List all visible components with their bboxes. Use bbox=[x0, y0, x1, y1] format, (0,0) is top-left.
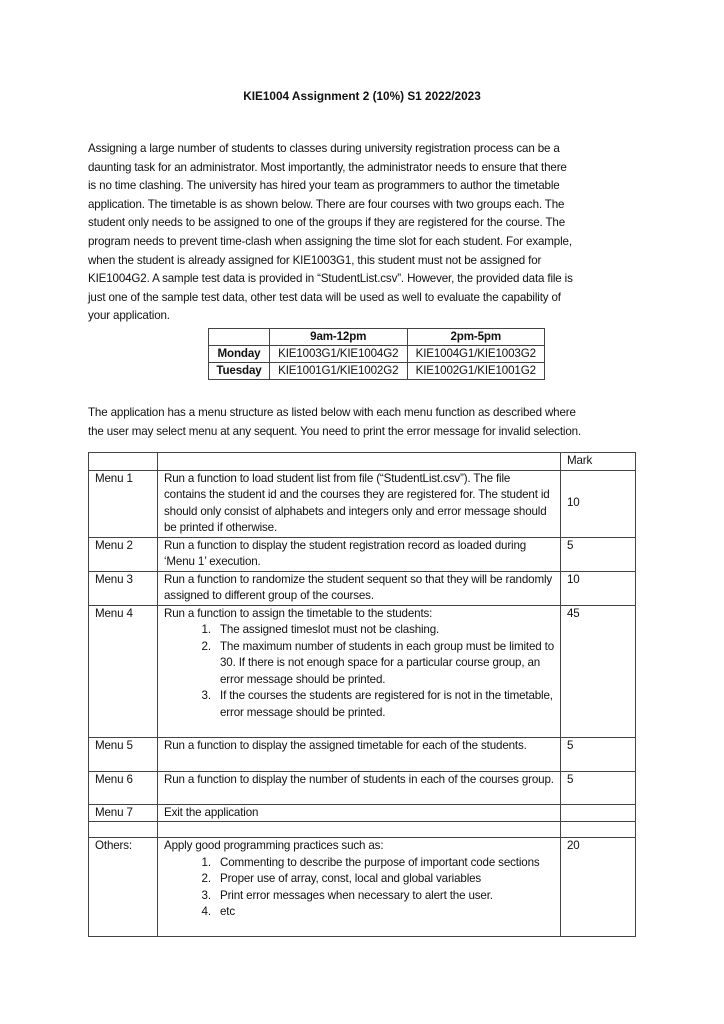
paragraph-line: when the student is already assigned for KIE1003G1, this student must not be assigned for bbox=[88, 253, 542, 267]
menu-description: Run a function to display the student registration record as loaded during ‘Menu 1’ execution. bbox=[164, 538, 527, 568]
requirement-item: 4. etc bbox=[214, 904, 554, 921]
menu-description: Run a function to randomize the student sequent so that they will be randomly assigned to different group of the courses. bbox=[164, 572, 553, 602]
menu-mark: 10 bbox=[561, 571, 636, 605]
menu-mark: 20 bbox=[561, 838, 636, 937]
menu-description: Run a function to assign the timetable to the students: bbox=[164, 606, 433, 620]
empty-row bbox=[89, 822, 636, 838]
timetable-header-corner bbox=[209, 329, 270, 346]
requirement-list bbox=[164, 855, 554, 921]
timetable-cell: KIE1002G1/KIE1001G2 bbox=[407, 363, 545, 380]
timetable-day: Monday bbox=[209, 346, 270, 363]
menu-mark: 10 bbox=[561, 470, 636, 537]
menu-table bbox=[88, 452, 636, 937]
menu-name: Menu 4 bbox=[89, 605, 158, 737]
requirement-item: 3. Print error messages when necessary to alert the user. bbox=[214, 888, 554, 905]
menu-description-cell bbox=[158, 571, 561, 605]
paragraph-line: program needs to prevent time-clash when assigning the time slot for each student. For example, bbox=[88, 234, 572, 248]
intro-paragraph bbox=[88, 140, 633, 326]
paragraph-line: KIE1004G2. A sample test data is provided in “StudentList.csv”. However, the provided data file is bbox=[88, 272, 573, 286]
menu-mark: 5 bbox=[561, 737, 636, 771]
menu-description: Apply good programming practices such as: bbox=[164, 839, 384, 852]
menu-row bbox=[89, 771, 636, 804]
empty-cell bbox=[89, 822, 158, 838]
requirement-item: 3. If the courses the students are registered for is not in the timetable, error message should be printed. bbox=[214, 688, 554, 721]
empty-cell bbox=[89, 453, 158, 471]
mark-header: Mark bbox=[561, 453, 636, 471]
requirement-item: 1. The assigned timeslot must not be clashing. bbox=[214, 622, 554, 639]
menu-row bbox=[89, 571, 636, 605]
menu-description-cell bbox=[158, 605, 561, 737]
menu-table-header-row bbox=[89, 453, 636, 471]
paragraph-line: is no time clashing. The university has hired your team as programmers to author the timetable bbox=[88, 179, 560, 193]
menu-row bbox=[89, 605, 636, 737]
menu-description-cell bbox=[158, 470, 561, 537]
menu-description-cell bbox=[158, 771, 561, 804]
paragraph-line: The application has a menu structure as listed below with each menu function as described where bbox=[88, 406, 576, 419]
requirement-item: 1. Commenting to describe the purpose of important code sections bbox=[214, 855, 554, 872]
menu-mark: 45 bbox=[561, 605, 636, 737]
document-title: KIE1004 Assignment 2 (10%) S1 2022/2023 bbox=[243, 89, 481, 103]
menu-description-cell bbox=[158, 838, 561, 937]
menu-row bbox=[89, 838, 636, 937]
timetable-header-am: 9am-12pm bbox=[270, 329, 408, 346]
requirement-item: 2. Proper use of array, const, local and global variables bbox=[214, 871, 554, 888]
menu-mark bbox=[561, 804, 636, 822]
paragraph-line: the user may select menu at any sequent. You need to print the error message for invalid selection. bbox=[88, 424, 581, 438]
paragraph-line: just one of the sample test data, other test data will be used as well to evaluate the capability of bbox=[88, 290, 561, 304]
menu-row bbox=[89, 737, 636, 771]
menu-name: Menu 2 bbox=[89, 537, 158, 571]
menu-description: Run a function to load student list from file (“StudentList.csv”). The file contains the student id and the courses they are registered for. The student id should only consist of alphabets and integers only and error message should be printed if otherwise. bbox=[164, 471, 550, 534]
timetable-row bbox=[209, 346, 545, 363]
timetable-cell: KIE1003G1/KIE1004G2 bbox=[270, 346, 408, 363]
menu-name: Menu 5 bbox=[89, 737, 158, 771]
menu-name: Menu 1 bbox=[89, 470, 158, 537]
empty-cell bbox=[158, 453, 561, 471]
requirement-list bbox=[164, 622, 554, 721]
timetable-header-pm: 2pm-5pm bbox=[407, 329, 545, 346]
paragraph-line: student only needs to be assigned to one of the groups if they are registered for the course. The bbox=[88, 216, 565, 230]
menu-description-cell bbox=[158, 737, 561, 771]
menu-mark: 5 bbox=[561, 537, 636, 571]
timetable-day: Tuesday bbox=[209, 363, 270, 380]
menu-description: Run a function to display the assigned timetable for each of the students. bbox=[164, 738, 527, 752]
empty-cell bbox=[158, 822, 561, 838]
timetable bbox=[208, 328, 545, 380]
menu-intro-paragraph bbox=[88, 404, 633, 441]
menu-description: Exit the application bbox=[164, 805, 259, 819]
menu-row bbox=[89, 804, 636, 822]
paragraph-line: daunting task for an administrator. Most importantly, the administrator needs to ensure that there bbox=[88, 160, 567, 174]
timetable-cell: KIE1004G1/KIE1003G2 bbox=[407, 346, 545, 363]
menu-row bbox=[89, 537, 636, 571]
timetable-header-row bbox=[209, 329, 545, 346]
menu-name: Menu 7 bbox=[89, 804, 158, 822]
paragraph-line: application. The timetable is as shown below. There are four courses with two groups each. The bbox=[88, 197, 565, 211]
empty-cell bbox=[561, 822, 636, 838]
paragraph-line: your application. bbox=[88, 309, 170, 323]
menu-name: Menu 3 bbox=[89, 571, 158, 605]
paragraph-line: Assigning a large number of students to classes during university registration process can be a bbox=[88, 142, 560, 155]
requirement-item: 2. The maximum number of students in each group must be limited to 30. If there is not enough space for a particular course group, an error message should be printed. bbox=[214, 639, 554, 689]
menu-description: Run a function to display the number of students in each of the courses group. bbox=[164, 772, 554, 786]
menu-description-cell bbox=[158, 537, 561, 571]
menu-row bbox=[89, 470, 636, 537]
menu-description-cell bbox=[158, 804, 561, 822]
timetable-cell: KIE1001G1/KIE1002G2 bbox=[270, 363, 408, 380]
menu-mark: 5 bbox=[561, 771, 636, 804]
timetable-row bbox=[209, 363, 545, 380]
menu-name: Others: bbox=[89, 838, 158, 937]
menu-name: Menu 6 bbox=[89, 771, 158, 804]
